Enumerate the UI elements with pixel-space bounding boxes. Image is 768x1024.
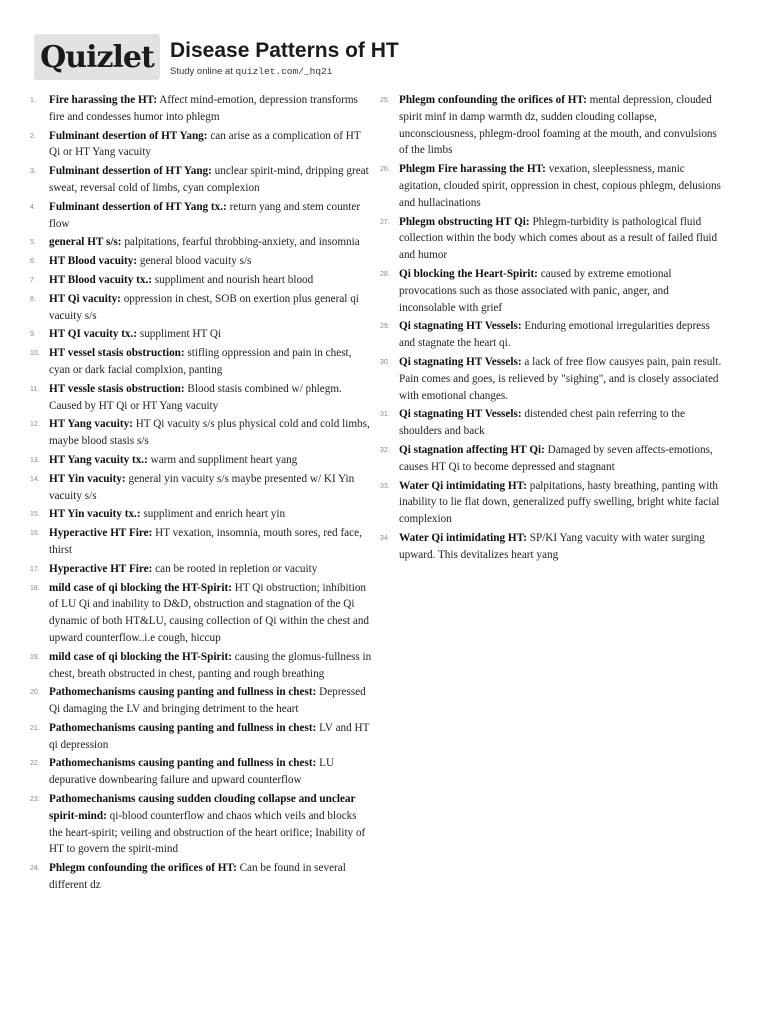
card-number: 9. (30, 331, 36, 339)
card-number: 16. (30, 530, 40, 538)
card-definition: Phlegm-turbidity is pathological fluid collection within the body which comes about as a result of failed fluid and humor (399, 215, 718, 262)
card-term: Phlegm confounding the orifices of HT: (49, 862, 237, 875)
card-number: 3. (30, 168, 36, 176)
card-item (30, 580, 372, 647)
card-item (30, 684, 372, 718)
card-term: Qi stagnating HT Vessels: (399, 355, 522, 368)
card-definition: Can be found in several different dz (49, 862, 346, 892)
card-term: mild case of qi blocking the HT-Spirit: (49, 650, 232, 663)
card-number: 12. (30, 421, 40, 429)
card-item (30, 345, 372, 379)
card-term: Phlegm confounding the orifices of HT: (399, 94, 587, 106)
card-number: 22. (30, 760, 40, 768)
card-item (30, 272, 372, 289)
card-item (380, 214, 726, 264)
card-number: 30. (380, 358, 390, 366)
card-term: HT Yang vacuity tx.: (49, 453, 148, 466)
card-item (30, 163, 372, 197)
card-number: 11. (30, 385, 40, 393)
card-number: 18. (30, 584, 40, 592)
card-definition: mental depression, clouded spirit minf in damp warmth dz, sudden clouding collapse, unconsciousness, phlegm-drool foaming at the mouth, and convulsions of the limbs (399, 94, 717, 157)
card-number: 20. (30, 689, 40, 697)
card-definition: can be rooted in repletion or vacuity (155, 562, 318, 575)
study-link[interactable]: quizlet.com/_hq2i (235, 66, 333, 77)
card-item (380, 406, 726, 440)
card-definition: stifling oppression and pain in chest, cyan or dark facial complxion, panting (49, 347, 352, 376)
card-item (380, 92, 726, 159)
card-item (30, 506, 372, 523)
card-term: HT Yang vacuity: (49, 418, 133, 431)
card-number: 33. (380, 482, 390, 490)
card-number: 19. (30, 653, 40, 661)
card-definition: return yang and stem counter flow (49, 200, 361, 230)
card-item (30, 92, 372, 126)
card-item (30, 326, 372, 343)
card-number: 23. (30, 796, 40, 804)
card-item (380, 354, 726, 404)
card-item (30, 561, 372, 578)
card-item (30, 253, 372, 270)
card-definition: general blood vacuity s/s (139, 255, 252, 268)
card-term: HT QI vacuity tx.: (49, 328, 138, 341)
card-definition: LV and HT qi depression (49, 721, 370, 751)
card-item (380, 442, 726, 476)
card-item (30, 291, 372, 325)
card-item (30, 755, 372, 789)
card-item (30, 860, 372, 894)
card-number: 4. (30, 203, 36, 211)
card-definition: LU depurative downbearing failure and upward counterflow (49, 757, 335, 787)
card-number: 2. (30, 132, 36, 140)
card-definition: qi-blood counterflow and chaos which veils and blocks the heart-spirit; veiling and obstruction of the heart orifice; Inability of HT to govern the spirit-mind (49, 809, 366, 856)
card-term: general HT s/s: (49, 236, 122, 249)
page-title: Disease Patterns of HT (170, 39, 399, 62)
card-term: HT vessle stasis obstruction: (49, 382, 185, 395)
card-number: 29. (380, 323, 390, 331)
card-item (380, 318, 726, 352)
quizlet-logo[interactable]: Quizlet (34, 34, 160, 80)
card-definition: unclear spirit-mind, dripping great sweat, reversal cold of limbs, cyan complexion (49, 165, 369, 194)
card-item (30, 416, 372, 450)
card-number: 17. (30, 565, 40, 573)
card-definition: HT vexation, insomnia, mouth sores, red face, thirst (49, 527, 362, 556)
card-term: Qi blocking the Heart-Spirit: (399, 267, 538, 280)
card-term: Fulminant desertion of HT Yang: (49, 129, 208, 142)
card-definition: suppliment HT Qi (139, 328, 222, 341)
card-term: Pathomechanisms causing sudden clouding collapse and unclear spirit-mind: (49, 793, 356, 822)
card-definition: causing the glomus-fullness in chest, breath obstructed in chest, panting and rough breathing (49, 650, 372, 680)
card-definition: distended chest pain referring to the shoulders and back (399, 408, 685, 438)
card-item (380, 530, 726, 564)
card-term: mild case of qi blocking the HT-Spirit: (49, 581, 232, 594)
card-item (380, 478, 726, 528)
card-term: Water Qi intimidating HT: (399, 531, 527, 544)
card-number: 7. (30, 276, 36, 284)
card-item (30, 199, 372, 233)
card-number: 13. (30, 456, 40, 464)
card-definition: Affect mind-emotion, depression transforms fire and condesses humor into phlegm (49, 94, 358, 123)
card-number: 24. (30, 865, 40, 873)
card-number: 5. (30, 239, 36, 247)
card-definition: suppliment and nourish heart blood (154, 273, 314, 286)
card-item (30, 649, 372, 683)
card-term: Pathomechanisms causing panting and fullness in chest: (49, 757, 317, 770)
card-item (30, 234, 372, 251)
card-definition: Enduring emotional irregularities depress and stagnate the heart qi. (399, 320, 710, 350)
card-term: Qi stagnating HT Vessels: (399, 320, 522, 333)
card-number: 8. (30, 295, 36, 303)
card-definition: HT Qi obstruction; inhibition of LU Qi and inability to D&D, obstruction and stagnation of the Qi dynamic of both HT&LU, causing collection of Qi within the chest and upward counterflow..i.e cough, hiccup (49, 581, 370, 644)
card-number: 32. (380, 446, 390, 454)
left-column (30, 92, 372, 896)
card-definition: Blood stasis combined w/ phlegm. Caused by HT Qi or HT Yang vacuity (49, 382, 342, 412)
card-number: 15. (30, 511, 40, 519)
card-term: HT Yin vacuity tx.: (49, 508, 141, 521)
card-definition: Depressed Qi damaging the LV and bringing detriment to the heart (49, 686, 366, 716)
card-term: HT Blood vacuity: (49, 255, 138, 268)
title-block (170, 37, 399, 77)
card-item (30, 720, 372, 754)
card-definition: palpitations, hasty breathing, panting with inability to lie flat down, generalized puffy swelling, bright white facial complexion (399, 479, 720, 526)
card-number: 26. (380, 166, 390, 174)
card-term: Phlegm obstructing HT Qi: (399, 215, 530, 228)
card-term: Fire harassing the HT: (49, 94, 158, 106)
card-number: 14. (30, 475, 40, 483)
card-term: Fulminant dessertion of HT Yang tx.: (49, 200, 227, 213)
card-number: 6. (30, 258, 36, 266)
card-item (30, 452, 372, 469)
card-definition: HT Qi vacuity s/s plus physical cold and cold limbs, maybe blood stasis s/s (49, 418, 370, 448)
card-number: 34. (380, 534, 390, 542)
card-term: Hyperactive HT Fire: (49, 562, 153, 575)
card-term: Pathomechanisms causing panting and fullness in chest: (49, 721, 317, 734)
card-term: Water Qi intimidating HT: (399, 479, 527, 492)
card-number: 28. (380, 270, 390, 278)
card-term: HT vessel stasis obstruction: (49, 347, 185, 360)
card-term: HT Qi vacuity: (49, 292, 121, 305)
card-definition: palpitations, fearful throbbing-anxiety, and insomnia (124, 236, 360, 249)
card-term: Qi stagnation affecting HT Qi: (399, 443, 545, 456)
card-item (30, 381, 372, 415)
page-subtitle (170, 66, 399, 77)
subtitle-prefix: Study online at (170, 66, 233, 77)
card-number: 1. (30, 97, 36, 104)
page-header (34, 34, 399, 80)
card-item (30, 128, 372, 162)
card-definition: a lack of free flow causyes pain, pain result. Pain comes and goes, is relieved by "sighing", and is closely associated with emotional changes. (399, 355, 722, 402)
card-item (30, 471, 372, 505)
card-definition: general yin vacuity s/s maybe presented w/ KI Yin vacuity s/s (49, 472, 355, 502)
card-term: HT Yin vacuity: (49, 472, 126, 485)
card-number: 21. (30, 724, 40, 732)
card-definition: warm and suppliment heart yang (150, 453, 298, 466)
card-definition: oppression in chest, SOB on exertion plus general qi vacuity s/s (49, 292, 359, 322)
card-term: Hyperactive HT Fire: (49, 527, 153, 540)
card-number: 27. (380, 218, 390, 226)
card-definition: can arise as a complication of HT Qi or HT Yang vacuity (49, 129, 361, 159)
card-term: Fulminant dessertion of HT Yang: (49, 165, 212, 178)
card-item (30, 791, 372, 858)
card-definition: caused by extreme emotional provocations such as those associated with panic, anger, and inconsolable with grief (399, 267, 672, 314)
card-item (380, 161, 726, 211)
card-item (380, 266, 726, 316)
card-number: 10. (30, 350, 40, 358)
card-term: HT Blood vacuity tx.: (49, 273, 152, 286)
card-term: Qi stagnating HT Vessels: (399, 408, 522, 421)
card-term: Pathomechanisms causing panting and fullness in chest: (49, 686, 317, 699)
card-number: 31. (380, 411, 390, 419)
card-term: Phlegm Fire harassing the HT: (399, 163, 546, 176)
card-definition: suppliment and enrich heart yin (143, 508, 286, 521)
card-definition: vexation, sleeplessness, manic agitation, clouded spirit, oppression in chest, copious phlegm, delusions and hullacinations (399, 163, 721, 209)
right-column (380, 92, 726, 566)
card-definition: Damaged by seven affects-emotions, causes HT Qi to become depressed and stagnant (399, 443, 713, 473)
card-definition: SP/KI Yang vacuity with water surging upward. This devitalizes heart yang (399, 531, 705, 561)
card-number: 25. (380, 97, 390, 104)
card-item (30, 525, 372, 559)
